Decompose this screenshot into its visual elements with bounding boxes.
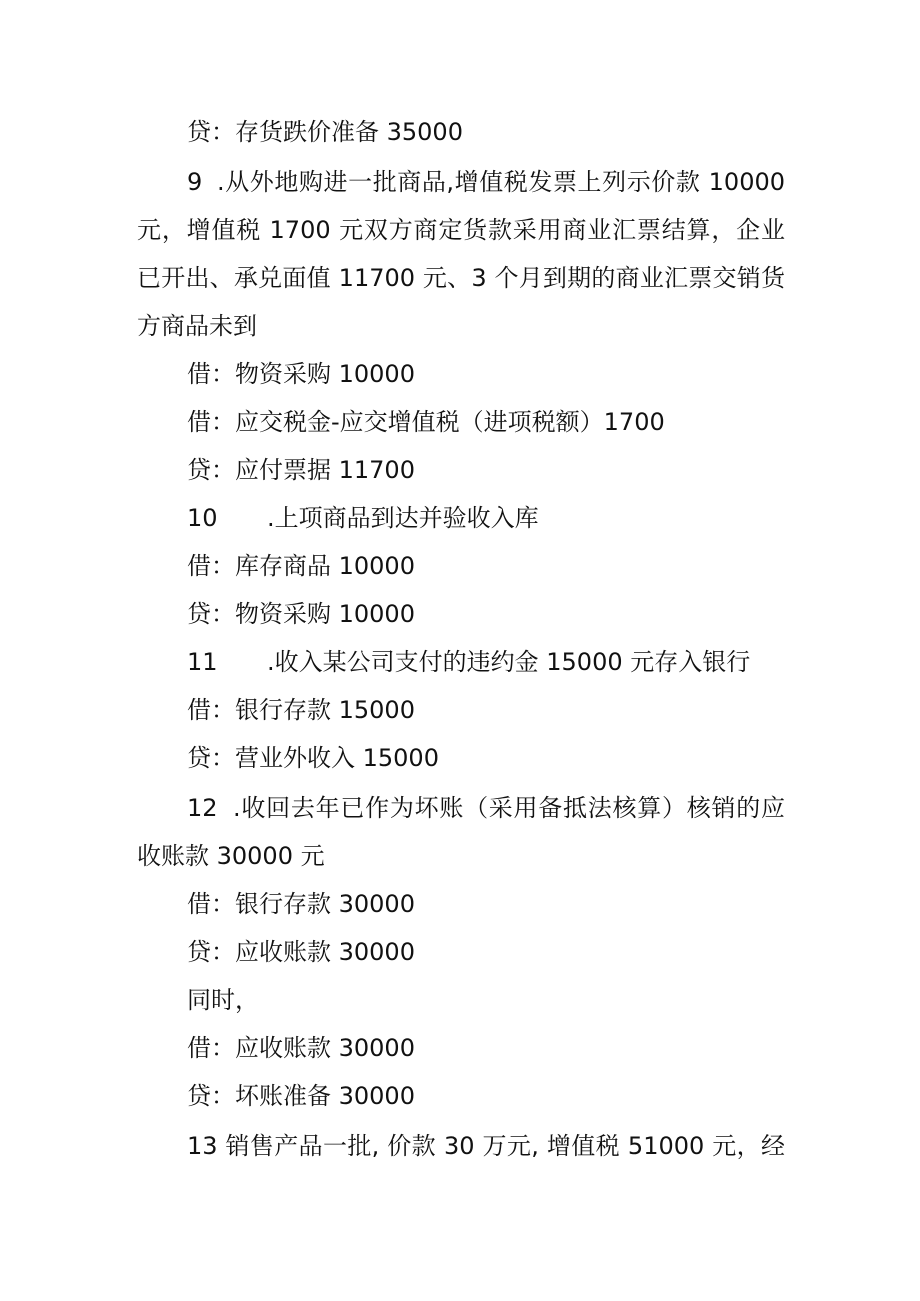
entry-text: 借：银行存款 30000 bbox=[187, 890, 415, 918]
question-text: 收账款 30000 元 bbox=[137, 842, 325, 870]
question-text: .上项商品到达并验收入库 bbox=[267, 504, 539, 532]
question-number: 11 bbox=[187, 648, 218, 676]
entry-line bbox=[0, 406, 920, 438]
question-text: 13 销售产品一批, 价款 30 万元, 增值税 51000 元，经 bbox=[187, 1132, 785, 1160]
entry-text: 贷：坏账准备 30000 bbox=[187, 1082, 415, 1110]
entry-line bbox=[0, 888, 920, 920]
question-number: 10 bbox=[187, 504, 218, 532]
entry-text: 贷：营业外收入 15000 bbox=[187, 744, 439, 772]
entry-text: 同时， bbox=[187, 986, 259, 1014]
entry-line bbox=[0, 550, 920, 582]
entry-text: 借：库存商品 10000 bbox=[187, 552, 415, 580]
entry-line bbox=[0, 116, 920, 148]
question-text: 已开出、承兑面值 11700 元、3 个月到期的商业汇票交销货 bbox=[137, 264, 785, 292]
question-text: 方商品未到 bbox=[137, 312, 257, 340]
entry-line bbox=[0, 1080, 920, 1112]
entry-line bbox=[0, 1032, 920, 1064]
entry-line bbox=[0, 358, 920, 390]
entry-text: 贷：存货跌价准备 35000 bbox=[187, 118, 463, 146]
question-number: 12 bbox=[187, 794, 218, 822]
question-text: 元，增值税 1700 元双方商定货款采用商业汇票结算，企业 bbox=[137, 216, 785, 244]
question-number: 9 bbox=[187, 168, 203, 196]
question-11-line bbox=[0, 646, 920, 678]
entry-line bbox=[0, 984, 920, 1016]
entry-line bbox=[0, 742, 920, 774]
entry-text: 借：物资采购 10000 bbox=[187, 360, 415, 388]
question-text: .收入某公司支付的违约金 15000 元存入银行 bbox=[267, 648, 751, 676]
entry-text: 贷：物资采购 10000 bbox=[187, 600, 415, 628]
question-text: .从外地购进一批商品,增值税发票上列示价款 10000 bbox=[217, 168, 785, 196]
entry-text: 借：银行存款 15000 bbox=[187, 696, 415, 724]
entry-line bbox=[0, 454, 920, 486]
entry-line bbox=[0, 694, 920, 726]
entry-text: 借：应收账款 30000 bbox=[187, 1034, 415, 1062]
entry-text: 贷：应收账款 30000 bbox=[187, 938, 415, 966]
entry-text: 贷：应付票据 11700 bbox=[187, 456, 415, 484]
question-12-line-2 bbox=[0, 840, 920, 872]
entry-line bbox=[0, 936, 920, 968]
question-10-line bbox=[0, 502, 920, 534]
question-9-line-4 bbox=[0, 310, 920, 342]
entry-text: 借：应交税金-应交增值税（进项税额）1700 bbox=[187, 408, 665, 436]
question-text: .收回去年已作为坏账（采用备抵法核算）核销的应 bbox=[233, 794, 785, 822]
entry-line bbox=[0, 598, 920, 630]
